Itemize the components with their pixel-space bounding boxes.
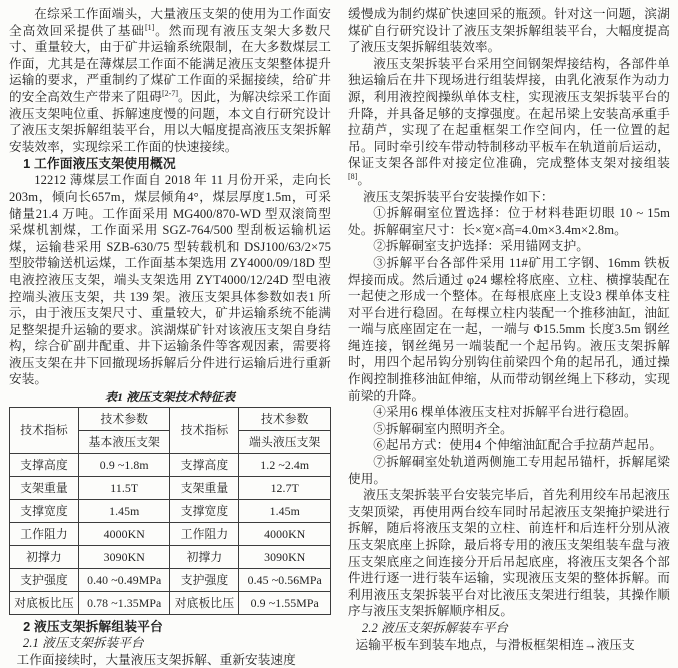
intro-text-3: 。因此，为解决综采工作面液压支架吨位重、拆解速度慢的问题，本文自行研究设计了液压支架拆解组装平台，用以大幅度提高液压支架拆解安装效率，实现综采工作面的快速接续。 — [9, 89, 331, 154]
table-row: 对底板比压 0.78 ~1.35MPa 对底板比压 0.9 ~1.55MPa — [10, 592, 331, 615]
header-indicator-end: 技术指标 — [170, 408, 239, 454]
section-2-1-heading: 2.1 液压支架拆装平台 — [22, 636, 144, 651]
install-steps-intro: 液压支架拆装平台安装操作如下： — [363, 189, 554, 204]
install-step-3: ③拆解平台各部件采用 11#矿用工字钢、16mm 铁板焊接而成。然后通过 φ24 螺栓将底座、立柱、横撑装配在一起使之形成一个整体。在每根底座上支设3 棵单体支柱对平台进行稳固。在每棵立柱内装配一个推移油缸，油缸一端与底座固定在一起，一端与 Φ15.5mm 长度3.5m 钢丝绳连接，钢丝绳另一端装配一个起吊钩。液压支架拆解时，用四个起吊钩分别钩住前梁四个角的起吊孔，通过操作阀控制推移油缸伸缩，从而带动钢丝绳上下移动，实现前梁的升降。 — [348, 255, 670, 403]
platform-text-2: 。 — [357, 172, 371, 187]
section-1-paragraph: 12212 薄煤层工作面自 2018 年 11 月份开采，走向长203m，倾向长657m，煤层倾角4°，煤层厚度1.5m，可采储量21.4 万吨。工作面采用 MG400/870-WD 型双滚筒型采煤机割煤，工作面采用 SGZ-764/500 型刮板运输机运煤，运输巷采用 SZB-630/75 型转载机和 DSJ100/63/2×75 型胶带输送机运煤，工作面基本架选用 ZY4000/09/18D 型电液控液压支架，端头支架选用 ZYT4000/12/24D 型电液控端头液压支架，共 139 架。液压支架具体参数如表1 所示，由于液压支架尺寸、重量较大，矿井运输系统不能满足整架提升运输的要求。滨湖煤矿针对该液压支架自身结构，综合矿副井配重、井下运输条件等客观因素，需要将液压支架在井下回撤现场拆解后分件进行运输后进行重新安装。 — [9, 173, 331, 387]
platform-text-1: 液压支架拆装平台采用空间钢架焊接结构，各部件单独运输后在井下现场进行组装焊接，由乳化液泵作为动力源，利用液控阀操纵单体支柱，实现液压支架拆装平台的升降，并具备足够的支撑强度。在起吊梁上安装高承重手拉葫芦，实现了在起重框架工作空间内，任一位置的起吊。同时牵引绞车带动特制移动平板车在轨道前后运动，保证支架各部件对接定位准确，完成整体支架对接组装 — [348, 56, 670, 171]
table-header-row — [10, 408, 331, 431]
citation-ref-8: [8] — [348, 171, 358, 181]
table-row: 支架重量 11.5T 支架重量 12.7T — [10, 477, 331, 500]
section-1-heading: 1 工作面液压支架使用概况 — [23, 156, 176, 172]
install-step-5: ⑤拆解硐室内照明齐全。 — [373, 421, 513, 436]
header-param-basic: 技术参数 — [79, 408, 170, 431]
section-2-1-paragraph: 工作面接续时，大量液压支架拆解、重新安装速度 — [16, 652, 296, 667]
table-row: 支撑宽度 1.45m 支撑宽度 1.45m — [10, 500, 331, 523]
subheader-end-support: 端头液压支架 — [239, 431, 331, 454]
hydraulic-support-spec-table — [9, 407, 331, 615]
intro-text-2: 。然而现有液压支架大多数尺寸、重量较大，由于矿井运输系统限制，在大多数煤层工作面，尤其是在薄煤层工作面不能满足液压支架整体提升运输的要求，严重制约了煤矿工作面的采掘接续，给矿井的安全高效生产带来了阻碍 — [9, 23, 332, 104]
section-2-heading: 2 液压支架拆解组装平台 — [23, 619, 163, 635]
install-step-2: ②拆解硐室支护选择：采用锚网支护。 — [373, 239, 589, 254]
intro-text-1: 在综采工作面端头，大量液压支架的使用为工作面安全高效回采提供了基础 — [9, 7, 331, 38]
left-column — [9, 6, 332, 667]
table-row: 工作阻力 4000KN 工作阻力 4000KN — [10, 523, 331, 546]
header-param-end: 技术参数 — [239, 408, 331, 431]
table-row: 初撑力 3090KN 初撑力 3090KN — [10, 546, 331, 569]
section-2-2-heading: 2.2 液压支架拆解装车平台 — [361, 620, 509, 635]
table-row: 支护强度 0.40 ~0.49MPa 支护强度 0.45 ~0.56MPa — [10, 569, 331, 592]
table-row: 支撑高度 0.9 ~1.8m 支撑高度 1.2 ~2.4m — [10, 454, 331, 477]
install-step-4: ④采用6 棵单体液压支柱对拆解平台进行稳固。 — [373, 405, 637, 420]
continuation-paragraph: 缓慢成为制约煤矿快速回采的瓶颈。针对这一问题，滨湖煤矿自行研究设计了液压支架拆解组装平台，大幅度提高了液压支架拆解组装效率。 — [348, 7, 670, 55]
subheader-basic-support: 基本液压支架 — [79, 431, 170, 454]
section-2-2-paragraph: 运输平板车到装车地点，与滑板框架相连→液压支 — [355, 637, 635, 652]
disassembly-procedure-paragraph: 液压支架拆装平台安装完毕后，首先利用绞车吊起液压支架顶梁，再使用两台绞车同时吊起液压支架掩护梁进行拆解，随后将液压支架的立柱、前连杆和后连杆分别从液压支架底座上拆除，最后将专用的液压支架组装车盘与液压支架底座之间连接分开后吊起底座，将液压支架各个部件进行逐一进行装车运输，实现液压支架的整体拆解。而利用液压支架拆装平台对比液压支架进行组装，其操作顺序与液压支架拆解顺序相反。 — [348, 488, 670, 619]
citation-ref-1: [1] — [144, 22, 155, 32]
citation-ref-2-7: [2-7] — [162, 88, 178, 98]
install-step-6: ⑥起吊方式：使用4 个伸缩油缸配合手拉葫芦起吊。 — [373, 438, 663, 453]
right-column — [348, 6, 670, 657]
install-step-7: ⑦拆解硐室处轨道两侧施工专用起吊锚杆，拆解尾梁使用。 — [348, 455, 670, 486]
table-1-caption: 表1 液压支架技术特征表 — [104, 390, 236, 405]
install-step-1: ①拆解硐室位置选择：位于材料巷距切眼 10 ~ 15m 处。拆解硐室尺寸：长×宽×高=4.0m×3.4m×2.8m。 — [348, 206, 670, 237]
intro-paragraph — [9, 6, 331, 155]
header-indicator-basic: 技术指标 — [10, 408, 79, 454]
platform-structure-paragraph — [348, 56, 670, 189]
